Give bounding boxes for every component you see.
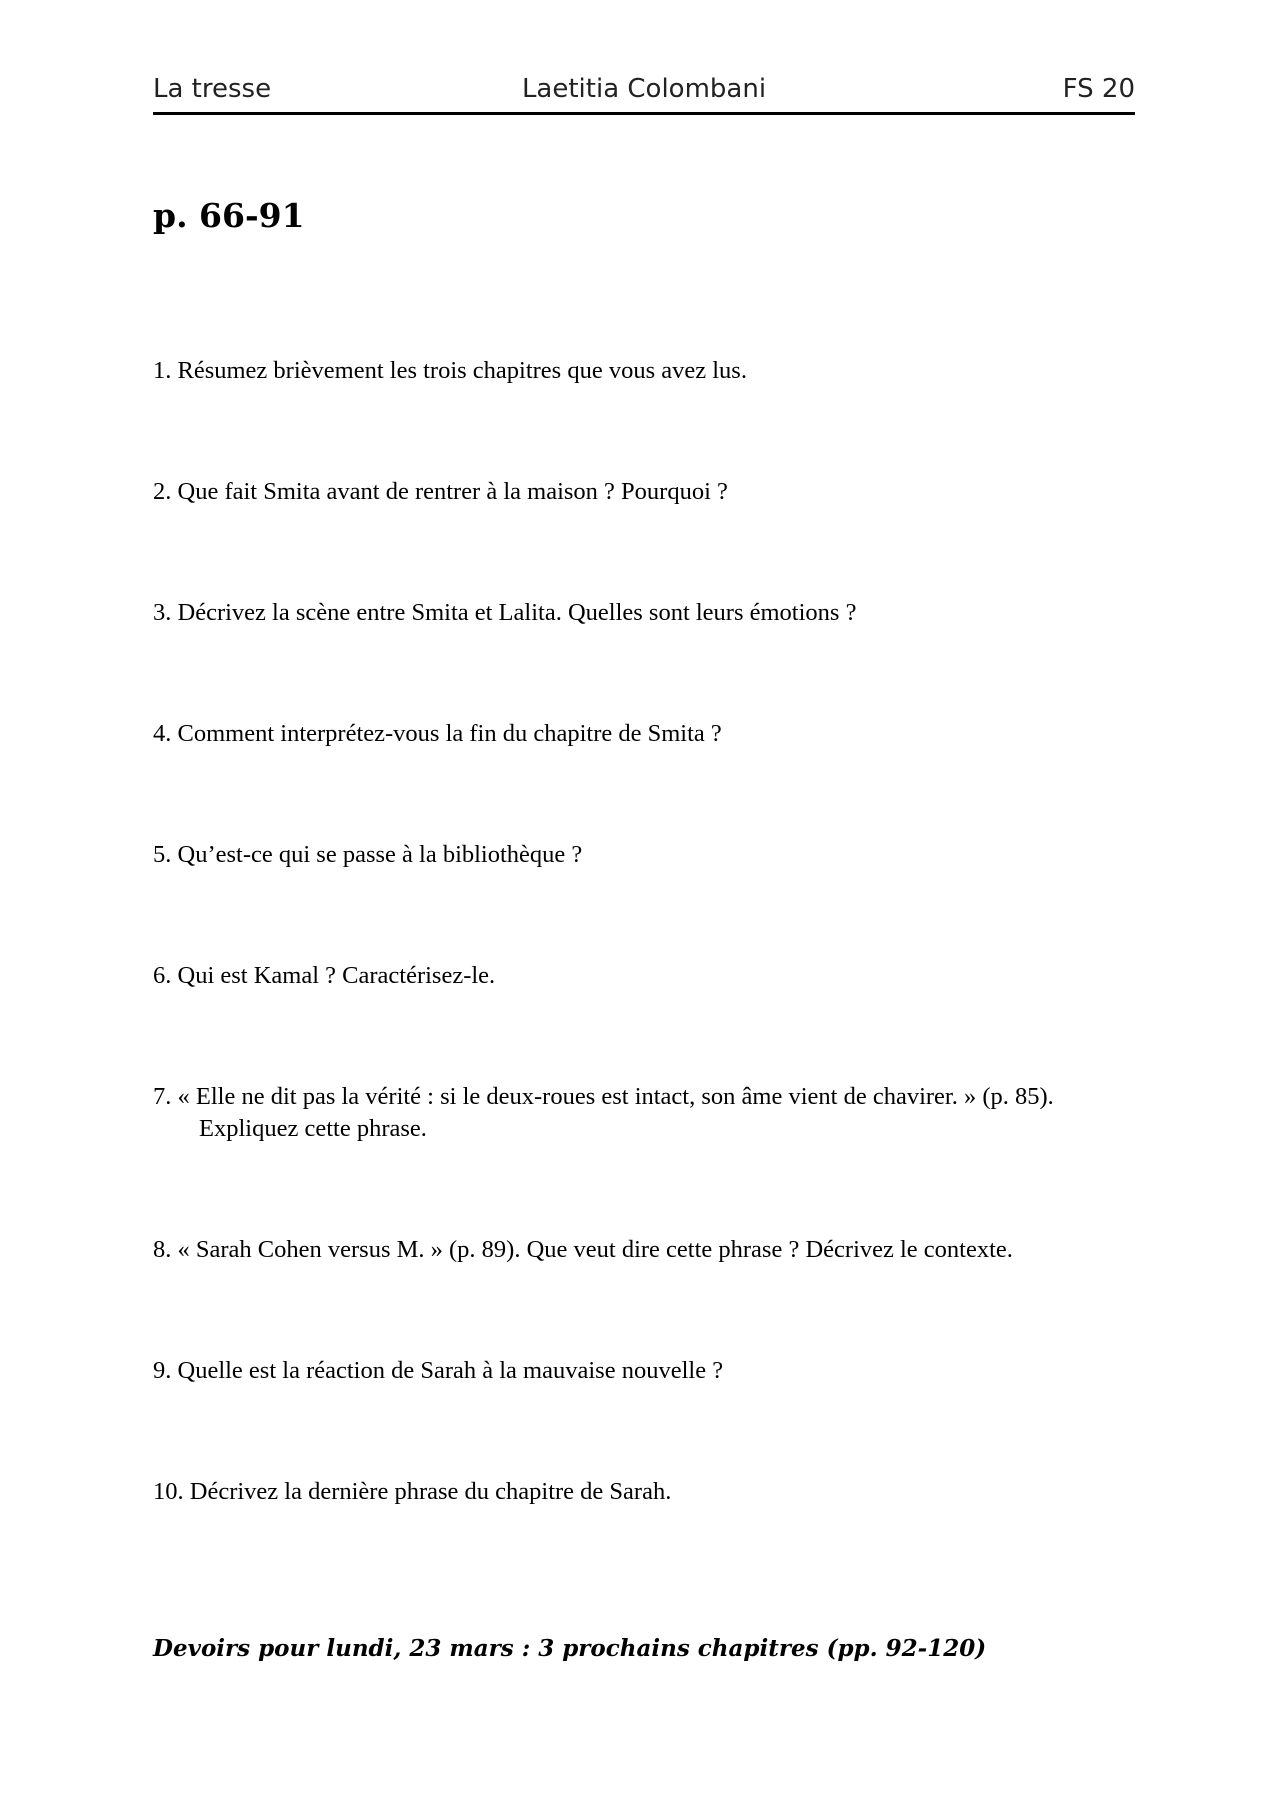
question-7: 7. « Elle ne dit pas la vérité : si le deux-roues est intact, son âme vient de chavirer. » (p. 85). Expliquez cette phrase. (153, 1083, 1054, 1142)
question-8: 8. « Sarah Cohen versus M. » (p. 89). Que veut dire cette phrase ? Décrivez le contexte. (153, 1236, 1013, 1263)
question-2: 2. Que fait Smita avant de rentrer à la maison ? Pourquoi ? (153, 478, 728, 505)
question-9: 9. Quelle est la réaction de Sarah à la mauvaise nouvelle ? (153, 1357, 724, 1384)
homework-note: Devoirs pour lundi, 23 mars : 3 prochains chapitres (pp. 92-120) (153, 1635, 987, 1662)
document-page (153, 0, 1135, 1811)
question-5: 5. Qu’est-ce qui se passe à la bibliothèque ? (153, 841, 583, 868)
page-header (153, 72, 1135, 115)
header-author: Laetitia Colombani (521, 74, 767, 104)
question-1: 1. Résumez brièvement les trois chapitres que vous avez lus. (153, 357, 747, 384)
question-10: 10. Décrivez la dernière phrase du chapitre de Sarah. (153, 1478, 672, 1505)
question-4: 4. Comment interprétez-vous la fin du chapitre de Smita ? (153, 720, 722, 747)
question-3: 3. Décrivez la scène entre Smita et Lalita. Quelles sont leurs émotions ? (153, 599, 857, 626)
page-title: p. 66-91 (153, 196, 305, 235)
header-course: FS 20 (1062, 74, 1135, 104)
header-book-title: La tresse (153, 74, 272, 104)
question-6: 6. Qui est Kamal ? Caractérisez-le. (153, 962, 496, 989)
